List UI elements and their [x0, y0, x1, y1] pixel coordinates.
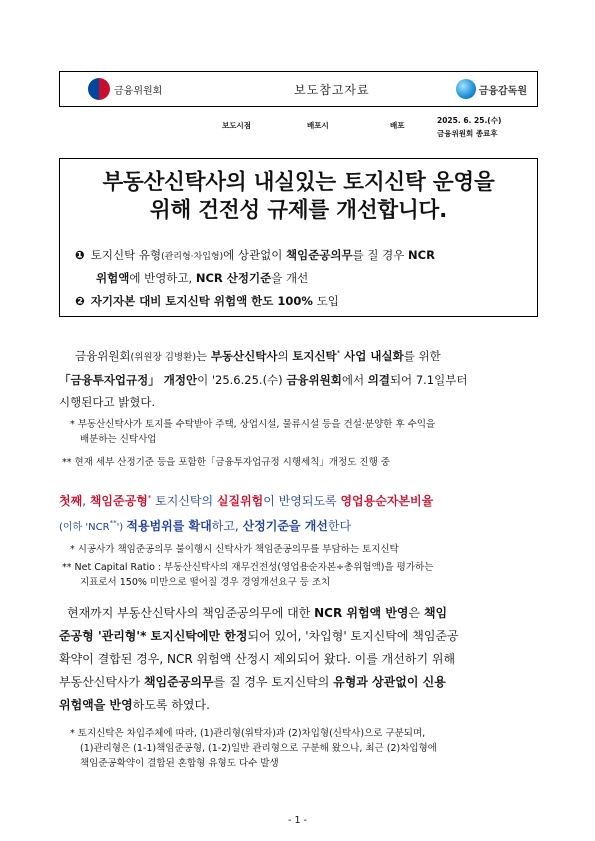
footnote-4-cont: 지표로서 150% 미만으로 떨어질 경우 경영개선요구 등 조치: [80, 577, 331, 588]
footnote-5: * 토지신탁은 차입주체에 따라, (1)관리형(위탁자)과 (2)차입형(신탁사)으로 구분되며,: [70, 728, 426, 739]
fss-logo: [456, 79, 527, 99]
t: 위험액: [96, 271, 130, 285]
bullet-number-2: ❷: [75, 294, 85, 308]
t: (위원장 김병환): [130, 351, 197, 363]
label-distribute: 배포: [390, 121, 405, 130]
t: 하고,: [211, 519, 243, 533]
t: 부동산신탁사가: [59, 675, 144, 689]
release-date: 2025. 6. 25.(수): [437, 116, 502, 125]
t: 현재까지 부동산신탁사의 책임준공의무에 대한: [67, 606, 315, 620]
t: *: [336, 349, 341, 357]
footnote-5-cont2: 책임준공확약이 결합된 혼합형 유형도 다수 발생: [80, 758, 279, 769]
t: 위험액을 반영: [59, 698, 133, 712]
t: 책임: [423, 606, 448, 620]
t: 확약이 결합된 경우, NCR 위험액 산정시 제외되어 왔다. 이를 개선하기 위해: [59, 652, 456, 666]
footnote-1-cont: 배분하는 신탁사업: [80, 434, 157, 445]
fss-name: 금융감독원: [478, 85, 527, 97]
t: 은: [408, 606, 424, 620]
t: 책임준공형: [89, 494, 148, 508]
summary-bullet-1: [75, 245, 530, 289]
t: 시행된다고 밝혔다.: [59, 394, 156, 409]
t: NCR 산정기준: [195, 271, 272, 285]
t: 한다: [327, 519, 352, 533]
footnote-4: ** Net Capital Ratio : 부동산신탁사의 재무건전성(영업용순자본÷총위험액)을 평가하는: [62, 562, 434, 573]
t: 를 질 경우: [352, 248, 409, 262]
footnote-1: * 부동산신탁사가 토지를 수탁받아 주택, 상업시설, 물류시설 등을 건설·분양한 후 수익을: [70, 419, 436, 430]
release-note: 금융위원회 종료후: [437, 129, 498, 138]
t: 하도록 하였다.: [132, 698, 210, 712]
t: 유형과 상관없이 신용: [333, 675, 446, 689]
t: 준공형 '관리형'* 토지신탁에만 한정: [59, 629, 248, 643]
t: 「금융투자업규정」 개정안: [59, 372, 198, 387]
t: 이 반영되도록: [263, 494, 341, 508]
summary-bullet-2: [75, 291, 530, 312]
label-distribute-time: 배포시: [307, 121, 329, 130]
body-paragraph-2: [59, 602, 539, 717]
t: 는: [196, 348, 211, 363]
headline: [60, 169, 537, 225]
t: 을 개선: [271, 271, 309, 285]
t: 산정기준을 개선: [242, 519, 328, 533]
t: ,: [82, 494, 90, 508]
bullet-number-1: ❶: [75, 248, 85, 262]
page-number: - 1 -: [288, 815, 307, 826]
t: 에 상관없이: [223, 248, 286, 262]
t: 적용범위를 확대: [126, 519, 212, 533]
t: 의결: [367, 372, 390, 387]
t: (관리형·차입형): [161, 252, 224, 262]
intro-paragraph: [59, 342, 537, 413]
t: 에서: [341, 372, 368, 387]
t: NCR 위험액 반영: [314, 606, 409, 620]
t: 영업용순자본비율: [340, 494, 434, 508]
t: 책임준공의무: [285, 248, 353, 262]
document-type: 보도참고자료: [294, 82, 370, 97]
t: 를 위한: [403, 348, 441, 363]
t: 책임준공의무: [143, 675, 214, 689]
t: 자기자본 대비 토지신탁 위험액 한도 100%: [90, 294, 313, 308]
label-press-time: 보도시점: [222, 121, 251, 130]
t: 첫째: [59, 494, 83, 508]
footnote-5-cont1: (1)관리형은 (1-1)책임준공형, (1-2)일반 관리형으로 구분해 왔으나, 최근 (2)차입형에: [80, 743, 437, 754]
t: 실질위험: [216, 494, 264, 508]
t: 이 '25.6.25.(수): [197, 372, 287, 387]
t: 사업 내실화: [340, 348, 404, 363]
t: 토지신탁의: [151, 494, 217, 508]
t: 토지신탁: [292, 348, 337, 363]
t: 에 반영하고,: [129, 271, 196, 285]
footnote-2: ** 현재 세부 산정기준 등을 포함한「금융투자업규정 시행세칙」개정도 진행 중: [62, 457, 390, 468]
footnote-3: * 시공사가 책임준공의무 불이행시 신탁사가 책임준공의무를 부담하는 토지신탁: [70, 544, 399, 555]
headline-line-1: 부동산신탁사의 내실있는 토지신탁 운영을: [102, 170, 495, 195]
t: 부동산신탁사: [210, 348, 278, 363]
t: '): [116, 522, 127, 533]
fsc-name: 금융위원회: [114, 85, 163, 97]
t: 금융위원회: [286, 372, 342, 387]
t: NCR: [408, 248, 435, 262]
t: *: [147, 494, 152, 502]
headline-box: [59, 158, 538, 317]
t: 토지신탁 유형: [90, 248, 162, 262]
t: 되어 7.1일부터: [389, 372, 468, 387]
t: 되어 있어, '차입형' 토지신탁에 책임준공: [247, 629, 459, 643]
globe-icon: [456, 79, 476, 99]
t: 금융위원회: [75, 348, 131, 363]
headline-line-2: 위해 건전성 규제를 개선합니다.: [149, 198, 448, 223]
press-header: [59, 71, 538, 107]
section-1-heading: [59, 487, 529, 539]
t: 도입: [312, 294, 339, 308]
t: 를 질 경우 토지신탁의: [213, 675, 334, 689]
t: (이하 'NCR: [59, 522, 110, 533]
taegeuk-emblem-icon: [88, 78, 110, 100]
t: 의: [277, 348, 293, 363]
t: **: [109, 519, 117, 527]
